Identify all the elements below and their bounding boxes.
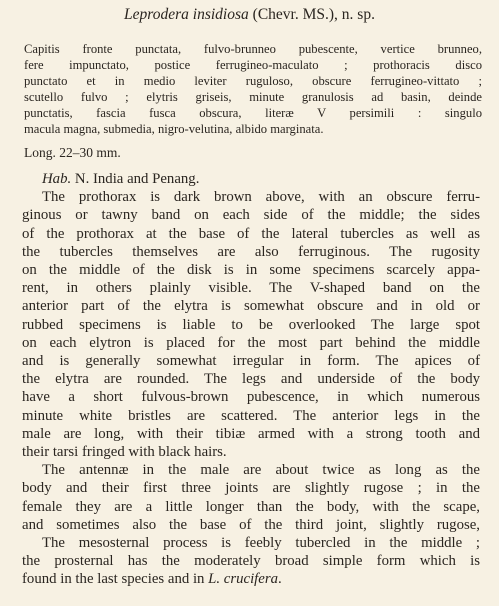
paragraph-line: The antennæ in the male are about twice as long as the bbox=[42, 462, 480, 479]
paragraph-line: the tubercles themselves are also ferruginous. The rugosity bbox=[22, 243, 480, 260]
species-reference: L. crucifera bbox=[208, 571, 279, 588]
paragraph-text: . bbox=[278, 571, 282, 588]
length-measurement: Long. 22–30 mm. bbox=[24, 145, 121, 160]
latin-line: punctato et in medio leviter ruguloso, obscure ferrugineo-vittato ; bbox=[24, 74, 482, 89]
paragraph-line: minute white bristles are scattered. The anterior legs in the bbox=[22, 407, 480, 424]
paragraph-line: ginous or tawny band on each side of the middle; the sides bbox=[22, 207, 480, 224]
habitat-text: N. India and Penang. bbox=[71, 171, 200, 187]
paragraph-line: have a short fulvous-brown pubescence, in which numerous bbox=[22, 389, 480, 406]
latin-line: scutello fulvo ; elytris griseis, minute granulosis ad basin, deinde bbox=[24, 90, 482, 105]
habitat-line bbox=[22, 170, 480, 188]
paragraph-line: their tarsi fringed with black hairs. bbox=[22, 444, 227, 461]
paragraph-line: anterior part of the elytra is somewhat obscure and in old or bbox=[22, 298, 480, 315]
species-name: Leprodera insidiosa bbox=[124, 6, 249, 23]
paragraph-line: body and their first three joints are slightly rugose ; in the bbox=[22, 480, 480, 497]
paragraph-line: of the prothorax at the base of the lateral tubercles as well as bbox=[22, 225, 480, 242]
latin-line: fere impunctato, postice ferrugineo-maculato ; prothoracis disco bbox=[24, 58, 482, 73]
paragraph-line: rent, in others plainly visible. The V-shaped band on the bbox=[22, 280, 480, 297]
paragraph-line: and sometimes also the base of the third joint, slightly rugose, bbox=[22, 516, 480, 533]
latin-line: macula magna, submedia, nigro-velutina, albido marginata. bbox=[24, 122, 324, 137]
paragraph-line: The prothorax is dark brown above, with an obscure ferru- bbox=[42, 189, 480, 206]
latin-line: Capitis fronte punctata, fulvo-brunneo pubescente, vertice brunneo, bbox=[24, 42, 482, 56]
paragraph-line: female they are a little longer than the body, with the scape, bbox=[22, 498, 480, 515]
paragraph-line bbox=[22, 570, 480, 588]
paragraph-line: the elytra are rounded. The legs and underside of the body bbox=[22, 371, 480, 388]
paragraph-line: the prosternal has the moderately broad simple form which is bbox=[22, 553, 480, 570]
latin-line: punctatis, fascia fusca obscura, literæ V persimili : singulo bbox=[24, 106, 482, 121]
species-authority: (Chevr. MS.), n. sp. bbox=[248, 6, 375, 23]
paragraph-line: The mesosternal process is feebly tubercled in the middle ; bbox=[42, 535, 480, 552]
description-body bbox=[22, 170, 480, 589]
paragraph-line: on each elytron is placed for the most part behind the middle bbox=[22, 334, 480, 351]
paragraph-text: found in the last species and in bbox=[22, 571, 209, 588]
paragraph-line: male are long, with their tibiæ armed with a strong tooth and bbox=[22, 425, 480, 442]
paragraph-line: on the middle of the disk is in some specimens scarcely appa- bbox=[22, 262, 480, 279]
habitat-label: Hab. bbox=[42, 171, 72, 187]
paragraph-line: and is generally somewhat irregular in form. The apices of bbox=[22, 353, 480, 370]
latin-diagnosis bbox=[24, 41, 482, 138]
paragraph-line: rubbed specimens is liable to be overlooked The large spot bbox=[22, 316, 480, 333]
species-heading bbox=[0, 5, 499, 25]
